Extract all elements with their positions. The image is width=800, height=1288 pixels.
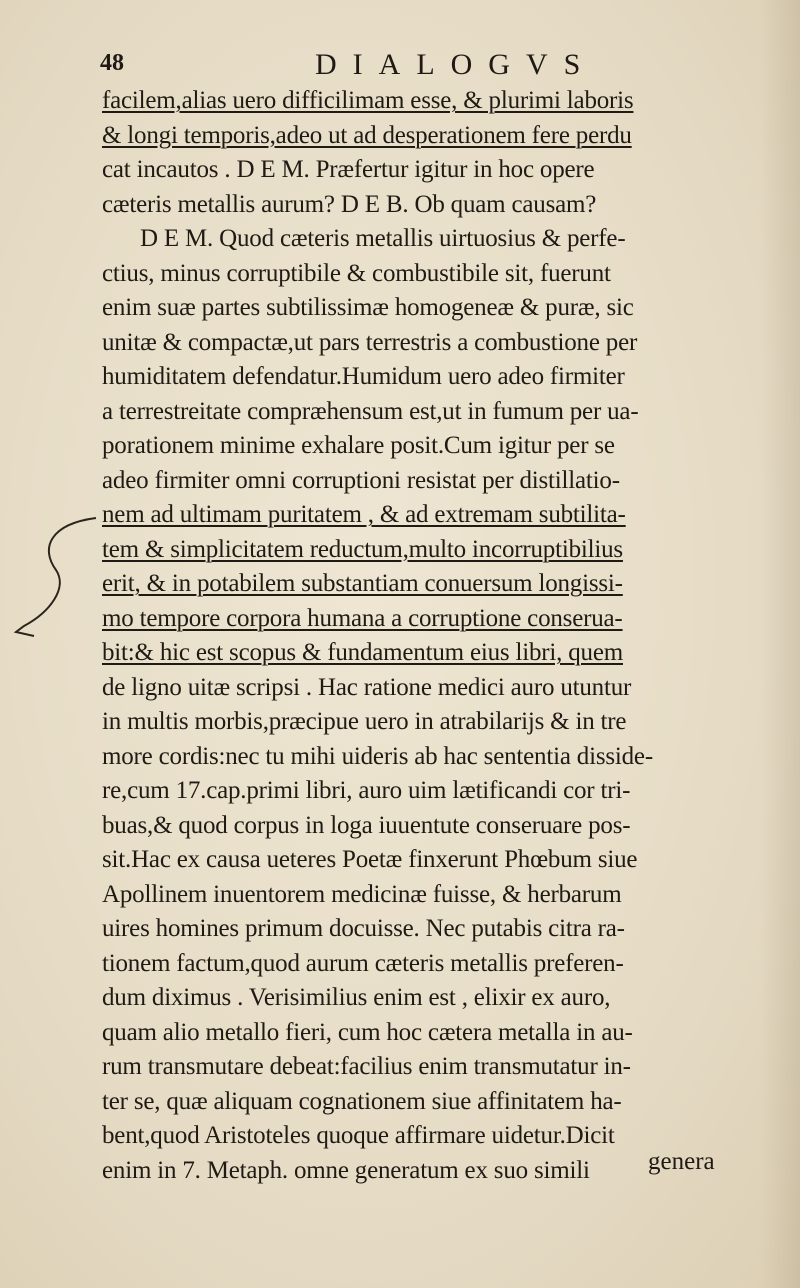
text-line: cæteris metallis aurum? D E B. Ob quam causam? bbox=[102, 190, 597, 218]
body-text bbox=[102, 84, 792, 1188]
margin-bracket-mark bbox=[10, 508, 100, 648]
text-line: ter se, quæ aliquam cognationem siue affinitatem ha- bbox=[102, 1087, 622, 1115]
page-header bbox=[100, 44, 720, 84]
text-line: nem ad ultimam puritatem , & ad extremam subtilita- bbox=[102, 501, 626, 528]
text-line: facilem,alias uero difficilimam esse, & plurimi laboris bbox=[102, 87, 634, 114]
text-line: humiditatem defendatur.Humidum uero adeo firmiter bbox=[102, 363, 625, 390]
text-line: sit.Hac ex causa ueteres Poetæ finxerunt Phœbum siue bbox=[102, 846, 638, 873]
text-line: in multis morbis,præcipue uero in atrabilarijs & in tre bbox=[102, 708, 627, 735]
text-line: adeo firmiter omni corruptioni resistat per distillatio- bbox=[102, 466, 620, 494]
text-line: de ligno uitæ scripsi . Hac ratione medici auro utuntur bbox=[102, 673, 632, 701]
text-line: buas,& quod corpus in loga iuuentute conseruare pos- bbox=[102, 811, 631, 839]
text-line: bent,quod Aristoteles quoque affirmare uidetur.Dicit bbox=[102, 1122, 615, 1149]
text-line: enim suæ partes subtilissimæ homogeneæ & puræ, sic bbox=[102, 294, 634, 321]
text-line: mo tempore corpora humana a corruptione conserua- bbox=[102, 604, 623, 632]
text-line: more cordis:nec tu mihi uideris ab hac sententia disside- bbox=[102, 742, 653, 770]
catchword: genera bbox=[648, 1148, 715, 1175]
text-line: dum diximus . Verisimilius enim est , elixir ex auro, bbox=[102, 984, 611, 1011]
text-line: Apollinem inuentorem medicinæ fuisse, & herbarum bbox=[102, 880, 622, 908]
running-title: DIALOGVS bbox=[315, 48, 597, 81]
text-line: porationem minime exhalare posit.Cum igitur per se bbox=[102, 432, 615, 459]
text-line: quam alio metallo fieri, cum hoc cætera metalla in au- bbox=[102, 1018, 633, 1046]
text-line: D E M. Quod cæteris metallis uirtuosius & perfe- bbox=[140, 225, 626, 252]
text-line: a terrestreitate compræhensum est,ut in fumum per ua- bbox=[102, 397, 639, 425]
text-line: tionem factum,quod aurum cæteris metallis preferen- bbox=[102, 949, 624, 977]
text-line: unitæ & compactæ,ut pars terrestris a combustione per bbox=[102, 328, 638, 356]
page-edge-shadow bbox=[760, 0, 800, 1288]
text-line: bit:& hic est scopus & fundamentum eius libri, quem bbox=[102, 639, 623, 666]
folio-number: 48 bbox=[100, 50, 124, 76]
text-line: ctius, minus corruptibile & combustibile sit, fuerunt bbox=[102, 259, 611, 287]
text-line: re,cum 17.cap.primi libri, auro uim lætificandi cor tri- bbox=[102, 777, 631, 804]
text-line: & longi temporis,adeo ut ad desperationem fere perdu bbox=[102, 121, 632, 149]
text-line: enim in 7. Metaph. omne generatum ex suo simili bbox=[102, 1156, 590, 1184]
text-line: tem & simplicitatem reductum,multo incorruptibilius bbox=[102, 535, 623, 563]
text-line: erit, & in potabilem substantiam conuersum longissi- bbox=[102, 570, 623, 597]
text-line: rum transmutare debeat:facilius enim transmutatur in- bbox=[102, 1053, 631, 1080]
text-line: uires homines primum docuisse. Nec putabis citra ra- bbox=[102, 915, 625, 942]
text-line: cat incautos . D E M. Præfertur igitur in hoc opere bbox=[102, 156, 595, 183]
